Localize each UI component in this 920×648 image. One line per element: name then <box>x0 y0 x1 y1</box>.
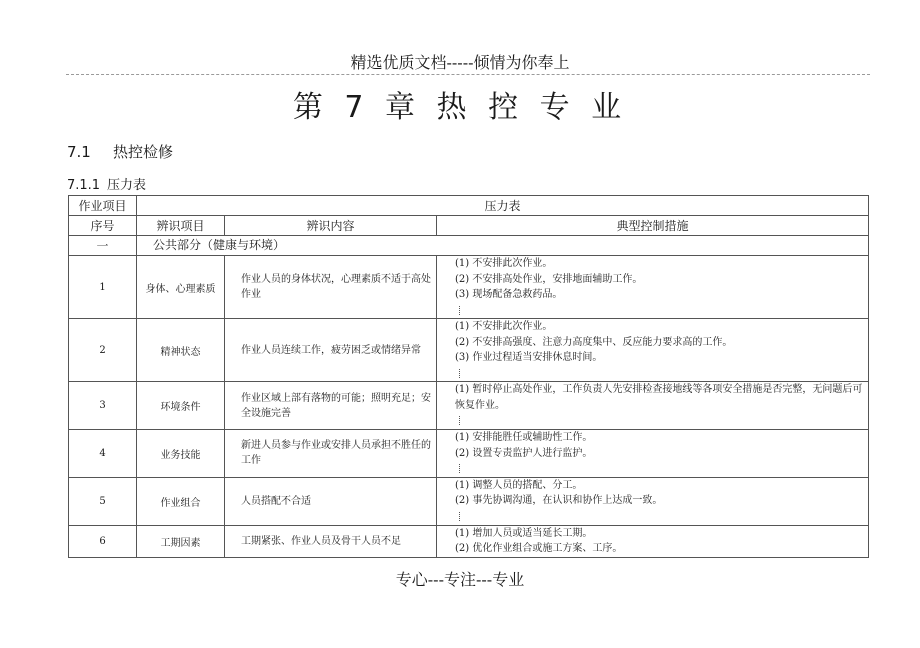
row-measures <box>437 477 869 525</box>
subsection-heading <box>67 174 146 193</box>
row-item: 工期因素 <box>137 525 225 557</box>
continuation-mark <box>459 416 461 425</box>
header-item: 辨识项目 <box>137 216 225 236</box>
work-item-label: 作业项目 <box>69 196 137 216</box>
measure-item: (2) 事先协调沟通，在认识和协作上达成一致。 <box>455 495 663 507</box>
page-header: 精选优质文档-----倾情为你奉上 <box>350 53 570 72</box>
measure-item: (1) 不安排此次作业。 <box>455 258 553 269</box>
section-title: 热控检修 <box>113 143 174 161</box>
measure-item: (1) 调整人员的搭配、分工。 <box>455 479 583 491</box>
table-row <box>69 525 869 557</box>
row-item: 环境条件 <box>137 382 225 430</box>
row-no: 6 <box>69 525 137 557</box>
header-no: 序号 <box>69 216 137 236</box>
table-header-row <box>69 216 869 236</box>
measure-item: (1) 不安排此次作业。 <box>455 321 553 332</box>
row-no: 4 <box>69 430 137 478</box>
table-row <box>69 430 869 478</box>
measure-item: (2) 不安排高强度、注意力高度集中、反应能力要求高的工作。 <box>455 336 733 348</box>
subsection-title: 压力表 <box>107 178 147 193</box>
page-footer: 专心---专注---专业 <box>395 570 525 589</box>
row-content: 新进人员参与作业或安排人员承担不胜任的工作 <box>225 430 437 478</box>
row-content: 作业区域上部有落物的可能；照明充足；安全设施完善 <box>225 382 437 430</box>
continuation-mark <box>459 369 461 378</box>
continuation-mark <box>459 306 461 315</box>
row-measures <box>437 319 869 382</box>
row-no: 1 <box>69 256 137 319</box>
section-row <box>69 236 869 256</box>
row-content: 作业人员的身体状况，心理素质不适于高处作业 <box>225 256 437 319</box>
header-divider <box>66 74 870 75</box>
section-number: 7.1 <box>67 143 91 161</box>
measure-item: (1) 暂时停止高处作业，工作负责人先安排检查接地线等各项安全措施是否完整，无问题后可恢复作业。 <box>455 384 863 411</box>
header-measures: 典型控制措施 <box>437 216 869 236</box>
measure-item: (3) 现场配备急救药品。 <box>455 289 563 300</box>
continuation-mark <box>459 464 461 473</box>
row-measures <box>437 256 869 319</box>
header-content: 辨识内容 <box>225 216 437 236</box>
row-no: 5 <box>69 477 137 525</box>
section-row-index: 一 <box>69 236 137 256</box>
row-content: 工期紧张、作业人员及骨干人员不足 <box>225 525 437 557</box>
row-content: 人员搭配不合适 <box>225 477 437 525</box>
table-row <box>69 319 869 382</box>
row-measures <box>437 382 869 430</box>
measure-item: (1) 安排能胜任或辅助性工作。 <box>455 432 593 443</box>
row-measures <box>437 430 869 478</box>
measure-item: (1) 增加人员或适当延长工期。 <box>455 527 593 539</box>
row-no: 3 <box>69 382 137 430</box>
table-row <box>69 382 869 430</box>
measure-item: (2) 优化作业组合或施工方案、工序。 <box>455 543 623 554</box>
row-measures <box>437 525 869 557</box>
row-content: 作业人员连续工作，疲劳困乏或情绪异常 <box>225 319 437 382</box>
measure-item: (3) 作业过程适当安排休息时间。 <box>455 352 603 363</box>
row-item: 身体、心理素质 <box>137 256 225 319</box>
table-row <box>69 477 869 525</box>
measure-item: (2) 不安排高处作业，安排地面辅助工作。 <box>455 273 643 285</box>
work-item-row <box>69 196 869 216</box>
section-row-title: 公共部分（健康与环境） <box>137 236 869 256</box>
chapter-title: 第 7 章 热 控 专 业 <box>292 90 628 125</box>
risk-table <box>68 195 869 558</box>
table-row <box>69 256 869 319</box>
row-item: 精神状态 <box>137 319 225 382</box>
section-heading <box>67 141 173 162</box>
row-no: 2 <box>69 319 137 382</box>
row-item: 作业组合 <box>137 477 225 525</box>
subsection-number: 7.1.1 <box>67 178 101 193</box>
work-item-value: 压力表 <box>137 196 869 216</box>
row-item: 业务技能 <box>137 430 225 478</box>
measure-item: (2) 设置专责监护人进行监护。 <box>455 447 593 459</box>
continuation-mark <box>459 512 461 521</box>
